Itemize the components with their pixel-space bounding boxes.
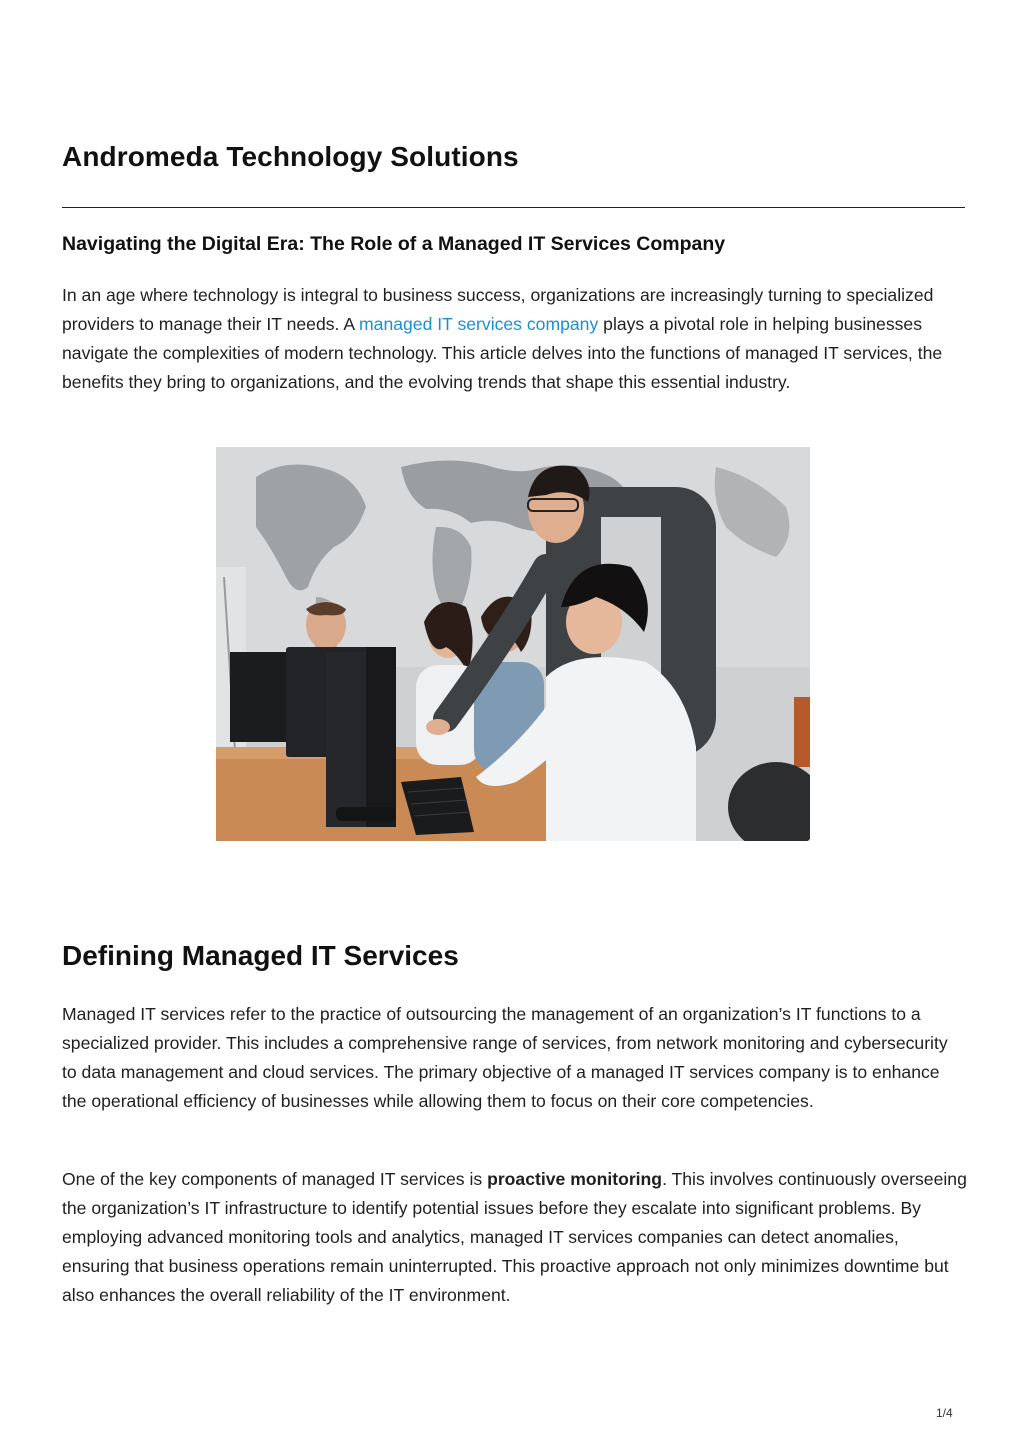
article-hero-image [216,447,810,841]
section-paragraph-1: Managed IT services refer to the practice of outsourcing the management of an organization’s IT functions to a specialized provider. This includes a comprehensive range of services, from network monitoring and cybersecurity to data management and cloud services. The primary objective of a managed IT services company is to enhance the operational efficiency of businesses while allowing them to focus on their core competencies. [62,1004,948,1111]
page-number: 1/4 [936,1406,953,1420]
intro-text-end: plays a pivotal role in helping businesses navigate the complexities of modern technology. This article delves into the functions of managed IT services, the benefits they bring to organizations, and the evolving trends that shape this essential industry. [62,314,943,392]
managed-it-services-link[interactable]: managed IT services company [359,314,599,334]
intro-paragraph [62,281,967,397]
proactive-monitoring-term: proactive monitoring [487,1169,663,1189]
paragraph-2-text-end: . This involves continuously overseeing the organization’s IT infrastructure to identify potential issues before they escalate into significant problems. By employing advanced monitoring tools and analytics, managed IT services companies can detect anomalies, ensuring that business operations remain uninterrupted. This proactive approach not only minimizes downtime but also enhances the overall reliability of the IT environment. [62,1169,967,1305]
section-heading: Defining Managed IT Services [62,940,459,971]
title-divider [62,207,965,208]
article-subtitle: Navigating the Digital Era: The Role of a Managed IT Services Company [62,233,726,255]
intro-text-start: In an age where technology is integral to business success, organizations are increasingly turning to specialized providers to manage their IT needs. A [62,285,934,334]
office-team-photo-illustration [216,447,810,841]
paragraph-2-text-start: One of the key components of managed IT services is [62,1169,488,1189]
section-paragraph-2 [62,1165,967,1310]
page-title: Andromeda Technology Solutions [62,141,519,172]
